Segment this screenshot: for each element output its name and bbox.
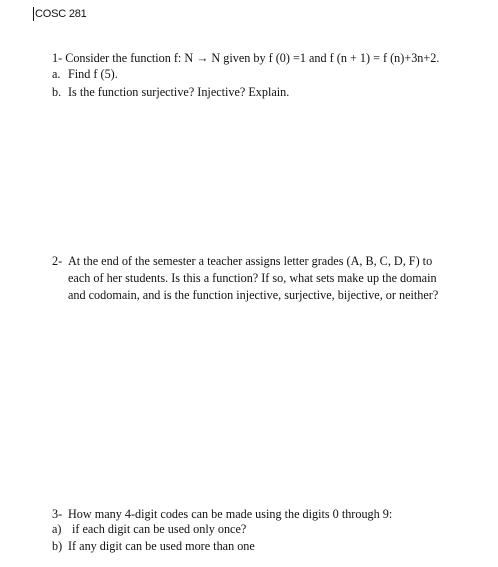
part-label: a. [52, 67, 61, 81]
part-text: Find f (5). [68, 67, 118, 81]
question-2-line-2: each of her students. Is this a function? If so, what sets make up the domain [68, 271, 437, 285]
question-2-text: At the end of the semester a teacher assigns letter grades (A, B, C, D, F) to [68, 254, 433, 268]
question-1 [52, 51, 439, 66]
question-3-part-a [52, 522, 246, 537]
question-1-text: Consider the function f: N → N given by f (0) =1 and f (n + 1) = f (n)+3n+2. [65, 51, 440, 65]
question-3-text: How many 4-digit codes can be made using the digits 0 through 9: [68, 507, 393, 521]
question-3 [52, 507, 392, 522]
part-text: Is the function surjective? Injective? Explain. [68, 85, 290, 99]
question-2-number: 2- [52, 254, 63, 268]
question-1-number: 1- [52, 51, 63, 65]
question-1-part-a [52, 67, 118, 82]
part-text: if each digit can be used only once? [72, 522, 247, 536]
text-cursor [33, 7, 34, 21]
part-label: b) [52, 539, 63, 553]
part-label: b. [52, 85, 62, 99]
question-3-number: 3- [52, 507, 63, 521]
part-text: If any digit can be used more than one [68, 539, 255, 553]
document-header [33, 7, 87, 21]
part-label: a) [52, 522, 62, 536]
question-3-part-b [52, 539, 255, 554]
question-2-line-3: and codomain, and is the function injective, surjective, bijective, or neither? [68, 288, 439, 302]
course-code: COSC 281 [35, 8, 87, 20]
question-2-line-1 [52, 254, 432, 269]
question-1-part-b [52, 85, 289, 100]
